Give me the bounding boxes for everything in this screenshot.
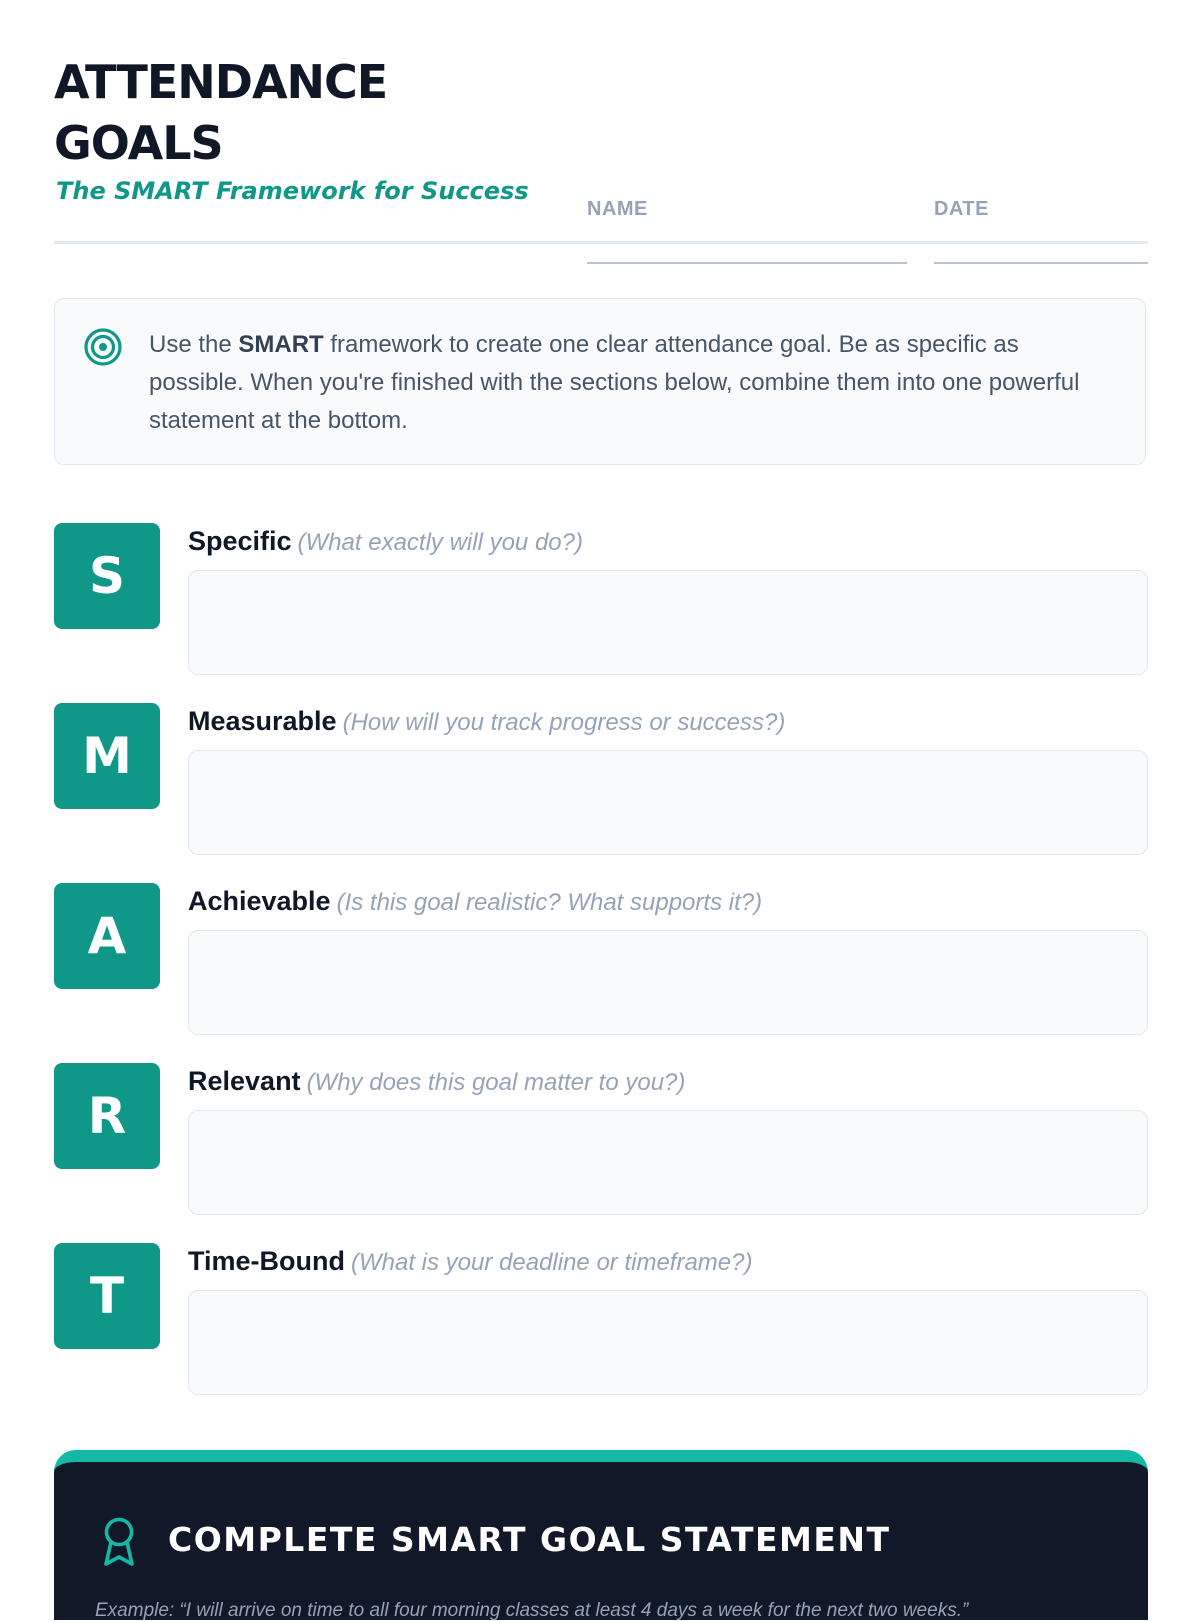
date-field[interactable] xyxy=(934,198,1148,221)
smart-row-measurable xyxy=(54,703,1148,863)
row-hint: (What is your deadline or timeframe?) xyxy=(351,1249,753,1276)
smart-row-time-bound xyxy=(54,1243,1148,1403)
row-hint: (Is this goal realistic? What supports it?) xyxy=(336,889,763,916)
statement-title: COMPLETE SMART GOAL STATEMENT xyxy=(168,1520,891,1559)
relevant-answer-box[interactable] xyxy=(188,1110,1148,1215)
name-label: NAME xyxy=(587,198,648,220)
row-heading xyxy=(188,526,583,557)
row-hint: (What exactly will you do?) xyxy=(297,529,583,556)
row-label: Time-Bound xyxy=(188,1246,345,1276)
measurable-answer-box[interactable] xyxy=(188,750,1148,855)
award-ribbon-icon xyxy=(100,1516,138,1568)
smart-row-relevant xyxy=(54,1063,1148,1223)
name-line[interactable] xyxy=(587,262,907,264)
row-heading xyxy=(188,1066,685,1097)
row-hint: (How will you track progress or success?) xyxy=(342,709,786,736)
specific-answer-box[interactable] xyxy=(188,570,1148,675)
instructions-text xyxy=(149,326,1109,440)
date-label: DATE xyxy=(934,198,989,220)
smart-emphasis: SMART xyxy=(238,331,324,358)
target-icon xyxy=(83,327,123,367)
letter-badge-r: R xyxy=(54,1063,160,1169)
instructions-box xyxy=(54,298,1146,465)
title-line-2: GOALS xyxy=(54,116,223,170)
instructions-prefix: Use the xyxy=(149,331,239,358)
statement-example: Example: “I will arrive on time to all four morning classes at least 4 days a week for the next two weeks.” xyxy=(95,1600,969,1621)
letter-badge-m: M xyxy=(54,703,160,809)
page-subtitle: The SMART Framework for Success xyxy=(56,177,529,205)
achievable-answer-box[interactable] xyxy=(188,930,1148,1035)
page-title xyxy=(54,52,494,174)
worksheet-header xyxy=(54,52,1148,244)
goal-statement-card xyxy=(54,1450,1148,1620)
date-line[interactable] xyxy=(934,262,1148,264)
instructions-suffix: framework to create one clear attendance goal. Be as specific as possible. When you're finished with the sections below, combine them into one powerful statement at the bottom. xyxy=(149,331,1080,434)
row-label: Achievable xyxy=(188,886,331,916)
name-field[interactable] xyxy=(587,198,907,221)
row-heading xyxy=(188,886,762,917)
row-label: Relevant xyxy=(188,1066,301,1096)
title-line-1: ATTENDANCE xyxy=(54,55,388,109)
row-heading xyxy=(188,1246,752,1277)
header-divider xyxy=(54,241,1148,244)
smart-row-achievable xyxy=(54,883,1148,1043)
letter-badge-t: T xyxy=(54,1243,160,1349)
letter-badge-s: S xyxy=(54,523,160,629)
row-heading xyxy=(188,706,785,737)
smart-row-specific xyxy=(54,523,1148,683)
row-label: Measurable xyxy=(188,706,337,736)
letter-badge-a: A xyxy=(54,883,160,989)
row-hint: (Why does this goal matter to you?) xyxy=(306,1069,686,1096)
row-label: Specific xyxy=(188,526,292,556)
time-bound-answer-box[interactable] xyxy=(188,1290,1148,1395)
